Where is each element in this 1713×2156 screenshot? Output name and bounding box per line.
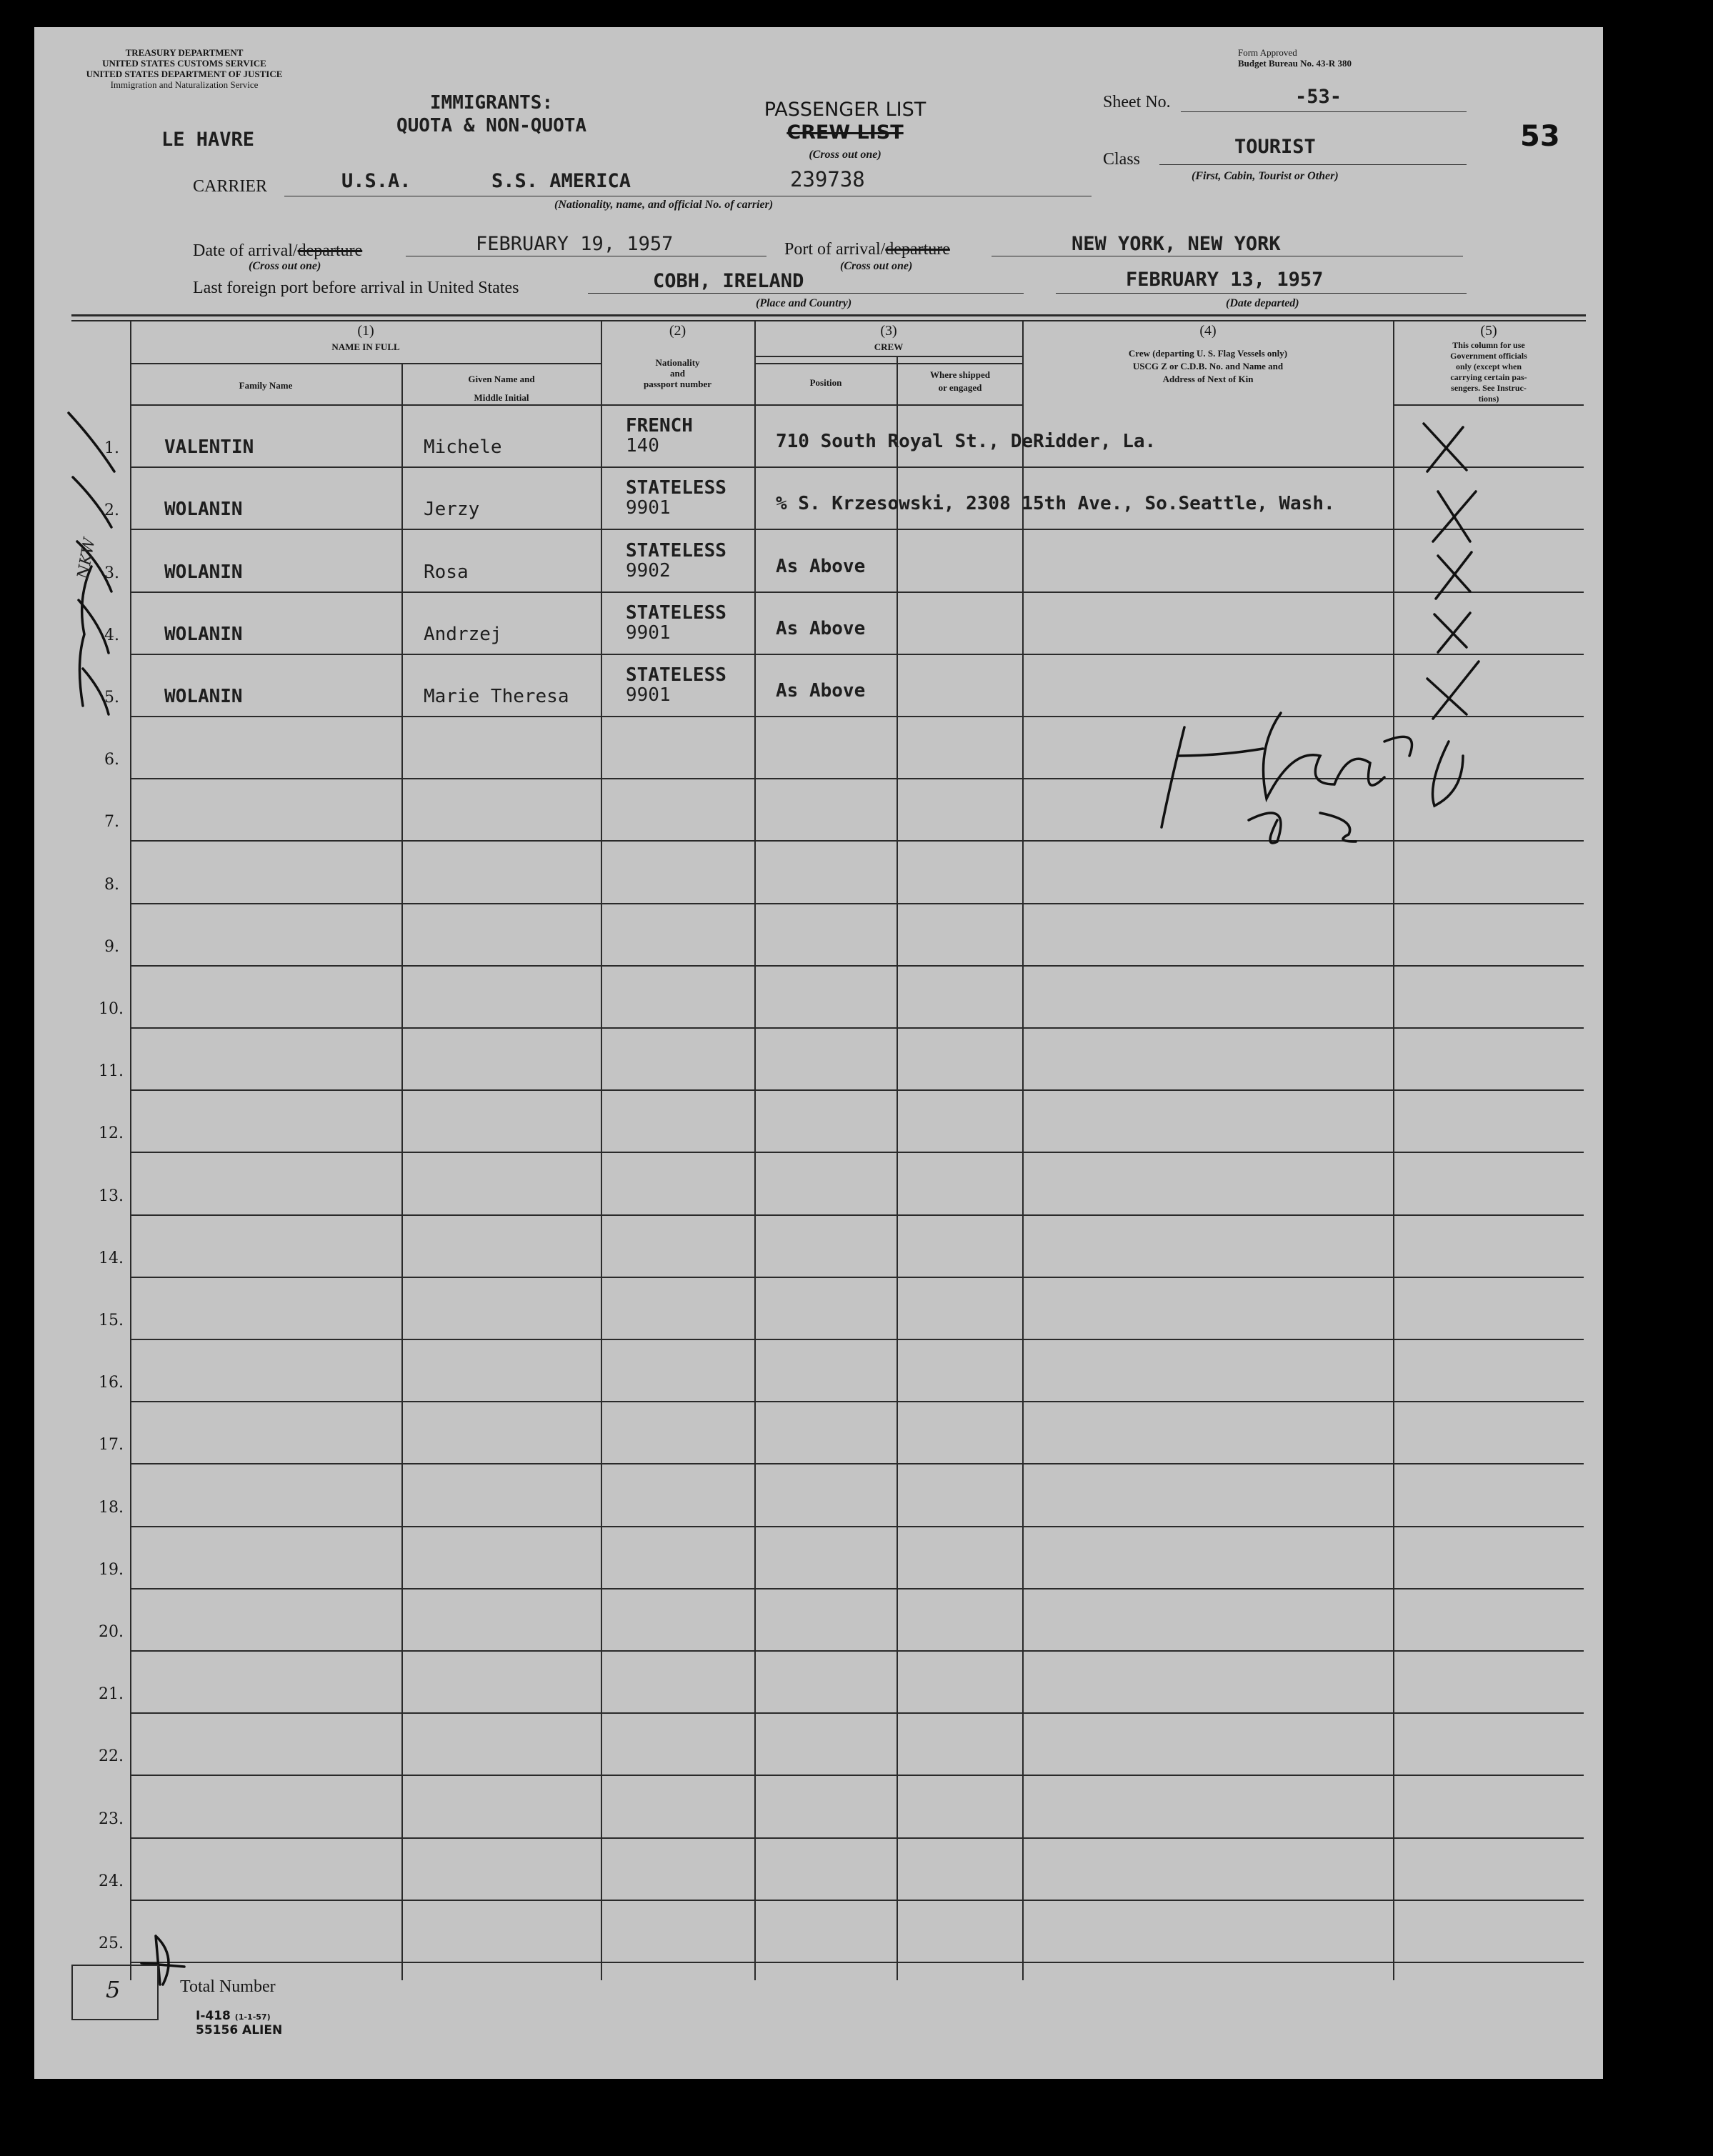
nationality-header-line: Nationality	[655, 357, 700, 368]
nationality-header-line: passport number	[644, 379, 711, 389]
carrier-official-no: 239738	[790, 167, 865, 191]
nationality-cell: STATELESS	[626, 664, 726, 686]
row-number: 23.	[99, 1810, 124, 1828]
agency-line: UNITED STATES DEPARTMENT OF JUSTICE	[86, 69, 283, 79]
row-number: 22.	[99, 1747, 124, 1765]
nationality-cell: STATELESS	[626, 477, 726, 499]
passenger-list-form	[34, 27, 1603, 2079]
row-number: 13.	[99, 1187, 124, 1205]
agency-line: TREASURY DEPARTMENT	[125, 47, 244, 58]
col1-number: (1)	[357, 323, 374, 339]
signature	[1162, 713, 1463, 843]
immigrants-line: QUOTA & NON-QUOTA	[396, 115, 587, 136]
passport-cell: 140	[626, 435, 659, 456]
row-number: 10.	[99, 1000, 124, 1018]
agency-line: Immigration and Naturalization Service	[110, 79, 259, 90]
agency-line: UNITED STATES CUSTOMS SERVICE	[102, 58, 266, 69]
crew-header: CREW	[874, 341, 904, 352]
date-hint: (Cross out one)	[249, 260, 321, 272]
row-number: 6.	[104, 751, 119, 769]
date-label-text: Date of arrival/	[193, 241, 298, 260]
form-code: 55156 ALIEN	[196, 2023, 283, 2037]
officials-header-line: sengers. See Instruc-	[1451, 383, 1527, 393]
shipped-header-line: or engaged	[938, 382, 982, 393]
port-label-text: Port of arrival/	[784, 240, 886, 259]
x-mark	[1433, 491, 1476, 542]
carrier-label: CARRIER	[193, 177, 268, 196]
given-name-cell: Jerzy	[424, 499, 480, 520]
passport-cell: 9901	[626, 684, 671, 706]
passport-cell: 9901	[626, 497, 671, 519]
row-number: 1.	[104, 439, 119, 457]
form-id	[196, 2009, 271, 2023]
family-name-cell: WOLANIN	[164, 562, 243, 583]
carrier-hint: (Nationality, name, and official No. of carrier)	[554, 199, 774, 211]
row-number: 11.	[99, 1062, 124, 1080]
row-number: 19.	[99, 1561, 124, 1579]
port-hint: (Cross out one)	[840, 260, 913, 272]
crew-list-struck: CREW LIST	[786, 121, 904, 144]
given-name-cell: Michele	[424, 436, 502, 458]
col2-number: (2)	[669, 323, 686, 339]
family-name-cell: VALENTIN	[164, 436, 254, 458]
passport-cell: 9901	[626, 622, 671, 644]
row-number: 15.	[99, 1312, 124, 1329]
handwritten-marks	[34, 27, 1603, 2079]
row-tick	[73, 477, 111, 527]
kin-header-line: Address of Next of Kin	[1162, 374, 1254, 384]
family-name-cell: WOLANIN	[164, 686, 243, 707]
x-mark	[1427, 662, 1479, 719]
row-tick	[83, 669, 109, 714]
last-port-hint: (Place and Country)	[756, 297, 852, 309]
date-struck: departure	[297, 241, 363, 260]
x-mark	[1424, 424, 1467, 471]
form-no: I-418	[196, 2009, 231, 2023]
carrier-name: S.S. AMERICA	[491, 170, 631, 192]
given-header-line: Middle Initial	[474, 392, 529, 403]
row-number: 21.	[99, 1685, 124, 1703]
bracket-mark	[79, 567, 91, 706]
row-number: 24.	[99, 1872, 124, 1890]
sheet-number: -53-	[1295, 86, 1342, 108]
date-departed: FEBRUARY 13, 1957	[1126, 269, 1324, 291]
row-number: 5.	[104, 689, 119, 707]
row-number: 3.	[104, 564, 119, 582]
family-name-header: Family Name	[239, 380, 293, 391]
margin-note: NKW	[74, 536, 99, 581]
row-number: 9.	[104, 938, 119, 956]
x-mark	[1436, 552, 1472, 599]
position-header: Position	[809, 377, 842, 388]
port-struck: departure	[885, 240, 950, 259]
nationality-cell: FRENCH	[626, 415, 693, 436]
budget-bureau: Budget Bureau No. 43-R 380	[1238, 58, 1352, 69]
list-title: PASSENGER LIST	[764, 99, 927, 121]
row-number: 8.	[104, 876, 119, 894]
shipped-header-line: Where shipped	[930, 369, 990, 380]
class-hint: (First, Cabin, Tourist or Other)	[1192, 170, 1339, 182]
given-header-line: Given Name and	[468, 374, 535, 384]
family-name-cell: WOLANIN	[164, 499, 243, 520]
x-mark	[1434, 613, 1470, 652]
row-number: 12.	[99, 1124, 124, 1142]
last-port-value: COBH, IRELAND	[653, 270, 804, 292]
total-label: Total Number	[180, 1977, 276, 1996]
col1-title: NAME IN FULL	[331, 341, 400, 352]
passport-cell: 9902	[626, 560, 671, 582]
nationality-cell: STATELESS	[626, 602, 726, 624]
total-value: 5	[106, 1976, 121, 2003]
address-cell: As Above	[776, 680, 866, 702]
kin-header-line: USCG Z or C.D.B. No. and Name and	[1132, 361, 1284, 371]
carrier-nationality: U.S.A.	[341, 170, 411, 192]
address-cell: As Above	[776, 618, 866, 639]
row-number: 20.	[99, 1623, 124, 1641]
last-port-label: Last foreign port before arrival in United States	[193, 279, 519, 297]
address-cell: % S. Krzesowski, 2308 15th Ave., So.Seattle, Wash.	[776, 493, 1335, 514]
kin-header-line: Crew (departing U. S. Flag Vessels only)	[1128, 348, 1288, 359]
row-number: 17.	[99, 1436, 124, 1454]
officials-header-line: Government officials	[1450, 351, 1527, 361]
class-label: Class	[1103, 150, 1141, 169]
given-name-cell: Marie Theresa	[424, 686, 569, 707]
officials-header-line: only (except when	[1456, 361, 1522, 371]
date-departed-hint: (Date departed)	[1226, 297, 1299, 309]
form-date: (1-1-57)	[234, 2012, 271, 2022]
col3-number: (3)	[880, 323, 897, 339]
class-value: TOURIST	[1234, 136, 1316, 158]
arrival-date: FEBRUARY 19, 1957	[476, 233, 674, 255]
page-number: 53	[1520, 120, 1560, 153]
nationality-cell: STATELESS	[626, 540, 726, 562]
row-number: 7.	[104, 813, 119, 831]
given-name-cell: Rosa	[424, 562, 469, 583]
officials-header-line: carrying certain pas-	[1450, 372, 1527, 382]
port-of-arrival: NEW YORK, NEW YORK	[1072, 233, 1281, 255]
row-number: 25.	[99, 1935, 124, 1952]
form-approved: Form Approved	[1238, 47, 1297, 58]
row-number: 2.	[104, 501, 119, 519]
cross-out-hint: (Cross out one)	[809, 149, 882, 161]
col4-number: (4)	[1199, 323, 1217, 339]
col5-number: (5)	[1480, 323, 1497, 339]
immigrants-line: IMMIGRANTS:	[429, 92, 554, 114]
port-of-origin: LE HAVRE	[161, 129, 255, 151]
address-cell: As Above	[776, 556, 866, 577]
officials-header-line: tions)	[1478, 394, 1499, 404]
nationality-header-line: and	[670, 368, 685, 379]
officials-header-line: This column for use	[1452, 340, 1525, 350]
given-name-cell: Andrzej	[424, 624, 502, 645]
row-number: 14.	[99, 1249, 124, 1267]
row-number: 4.	[104, 627, 119, 644]
row-number: 18.	[99, 1499, 124, 1517]
row-number: 16.	[99, 1374, 124, 1392]
address-cell: 710 South Royal St., DeRidder, La.	[776, 431, 1157, 452]
family-name-cell: WOLANIN	[164, 624, 243, 645]
sheet-label: Sheet No.	[1103, 93, 1171, 111]
row-tick	[69, 413, 114, 471]
